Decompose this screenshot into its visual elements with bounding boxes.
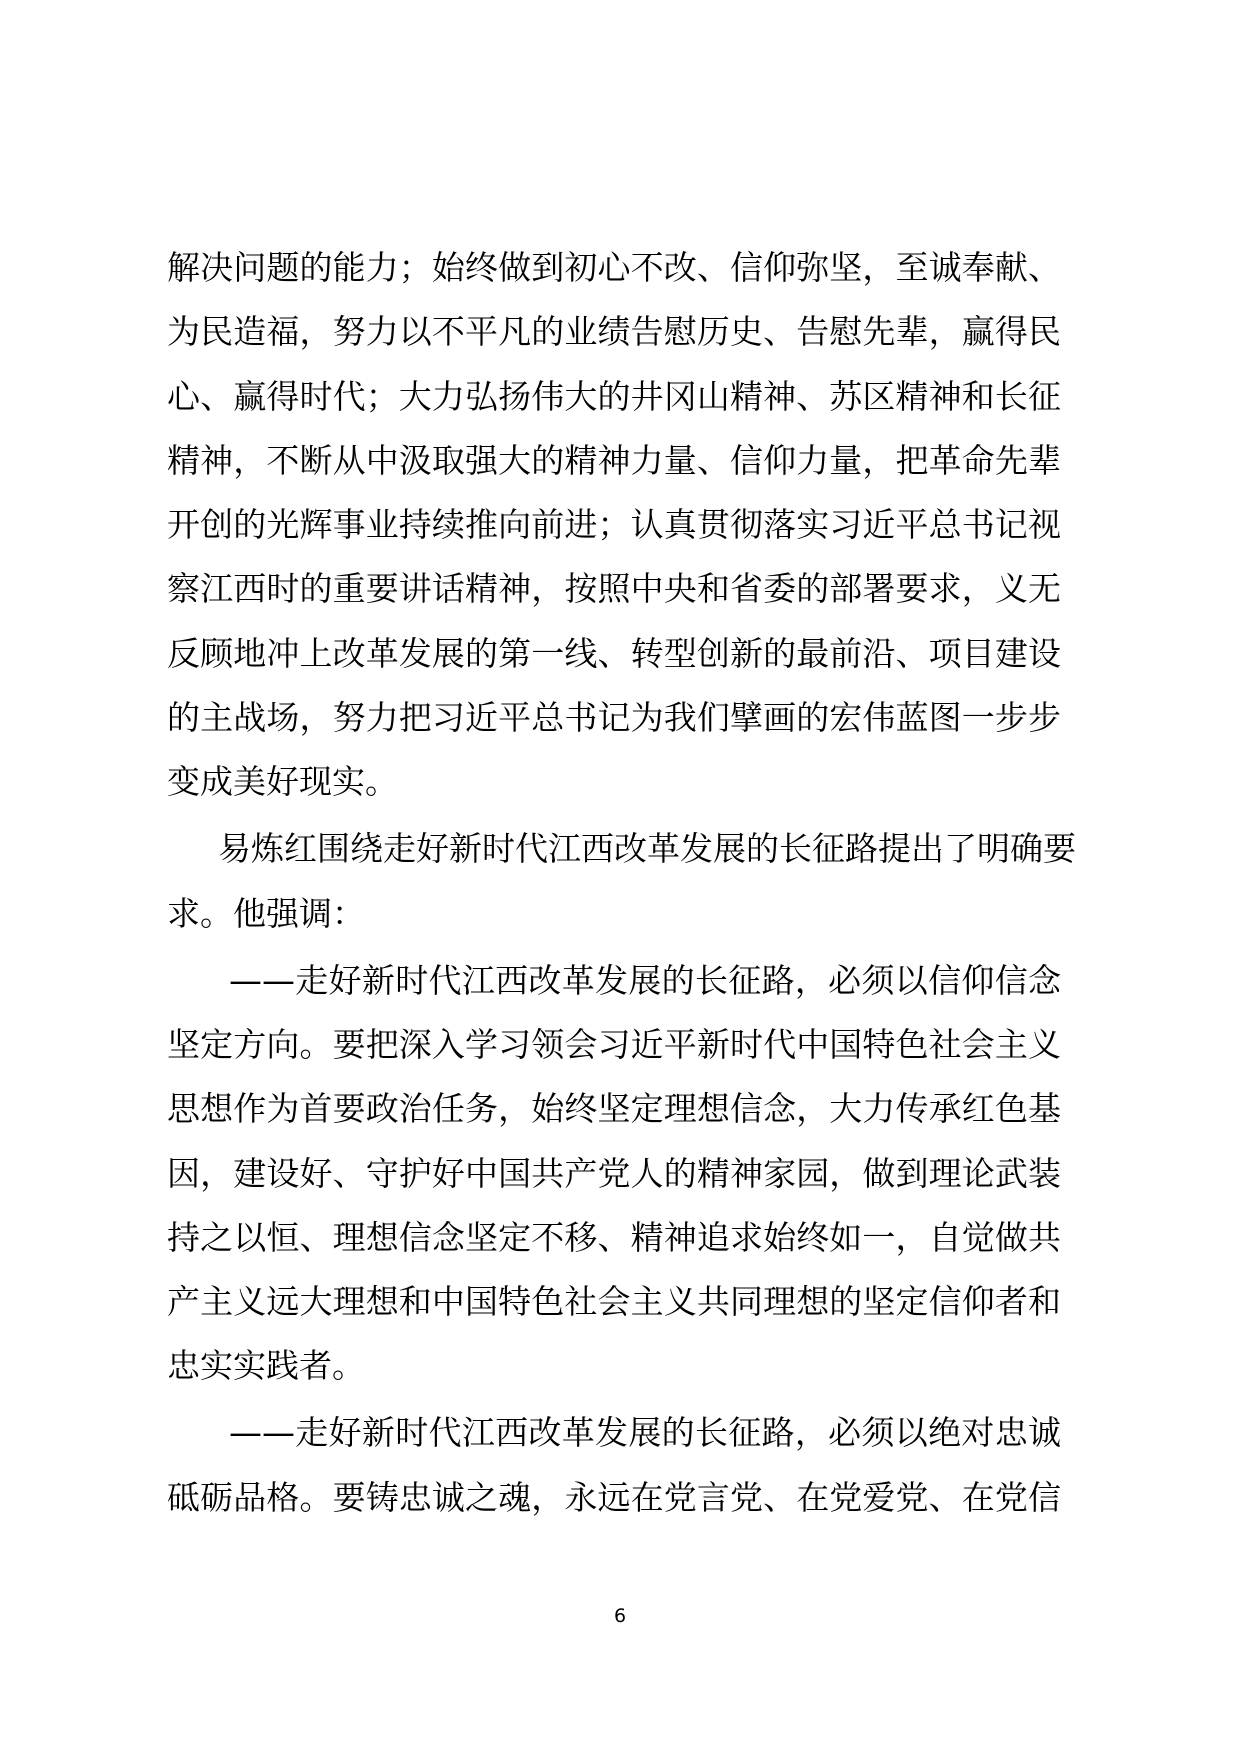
- text-line: 察江西时的重要讲话精神，按照中央和省委的部署要求，义无: [167, 569, 1061, 609]
- text-line: 持之以恒、理想信念坚定不移、精神追求始终如一，自觉做共: [167, 1217, 1061, 1257]
- text-line: ——走好新时代江西改革发展的长征路，必须以绝对忠诚: [229, 1413, 1061, 1453]
- body-text: [167, 236, 1076, 1530]
- paragraph-3: [167, 949, 1061, 1399]
- text-line: 心、赢得时代；大力弘扬伟大的井冈山精神、苏区精神和长征: [167, 376, 1061, 416]
- paragraph-1: [167, 236, 1061, 815]
- text-line: 变成美好现实。: [167, 762, 398, 802]
- text-line: 为民造福，努力以不平凡的业绩告慰历史、告慰先辈，赢得民: [167, 312, 1061, 352]
- text-line: 因，建设好、守护好中国共产党人的精神家园，做到理论武装: [167, 1153, 1061, 1193]
- text-line: 忠实实践者。: [167, 1346, 365, 1386]
- text-line: 开创的光辉事业持续推向前进；认真贯彻落实习近平总书记视: [167, 505, 1061, 545]
- text-line: 易炼红围绕走好新时代江西改革发展的长征路提出了明确要: [218, 829, 1076, 869]
- text-line: 思想作为首要政治任务，始终坚定理想信念，大力传承红色基: [167, 1089, 1061, 1129]
- paragraph-2: [167, 817, 1076, 946]
- text-line: 坚定方向。要把深入学习领会习近平新时代中国特色社会主义: [167, 1024, 1061, 1064]
- text-line: 解决问题的能力；始终做到初心不改、信仰弥坚，至诚奉献、: [167, 248, 1061, 287]
- text-line: 的主战场，努力把习近平总书记为我们擘画的宏伟蓝图一步步: [167, 698, 1061, 738]
- page-number: 6: [613, 1605, 627, 1627]
- paragraph-4: [167, 1401, 1061, 1530]
- text-line: 求。他强调：: [167, 893, 365, 933]
- text-line: 反顾地冲上改革发展的第一线、转型创新的最前沿、项目建设: [167, 633, 1061, 673]
- text-line: 精神，不断从中汲取强大的精神力量、信仰力量，把革命先辈: [167, 440, 1061, 480]
- text-line: 产主义远大理想和中国特色社会主义共同理想的坚定信仰者和: [167, 1282, 1061, 1322]
- text-line: ——走好新时代江西改革发展的长征路，必须以信仰信念: [229, 960, 1061, 1000]
- text-line: 砥砺品格。要铸忠诚之魂，永远在党言党、在党爱党、在党信: [167, 1477, 1061, 1517]
